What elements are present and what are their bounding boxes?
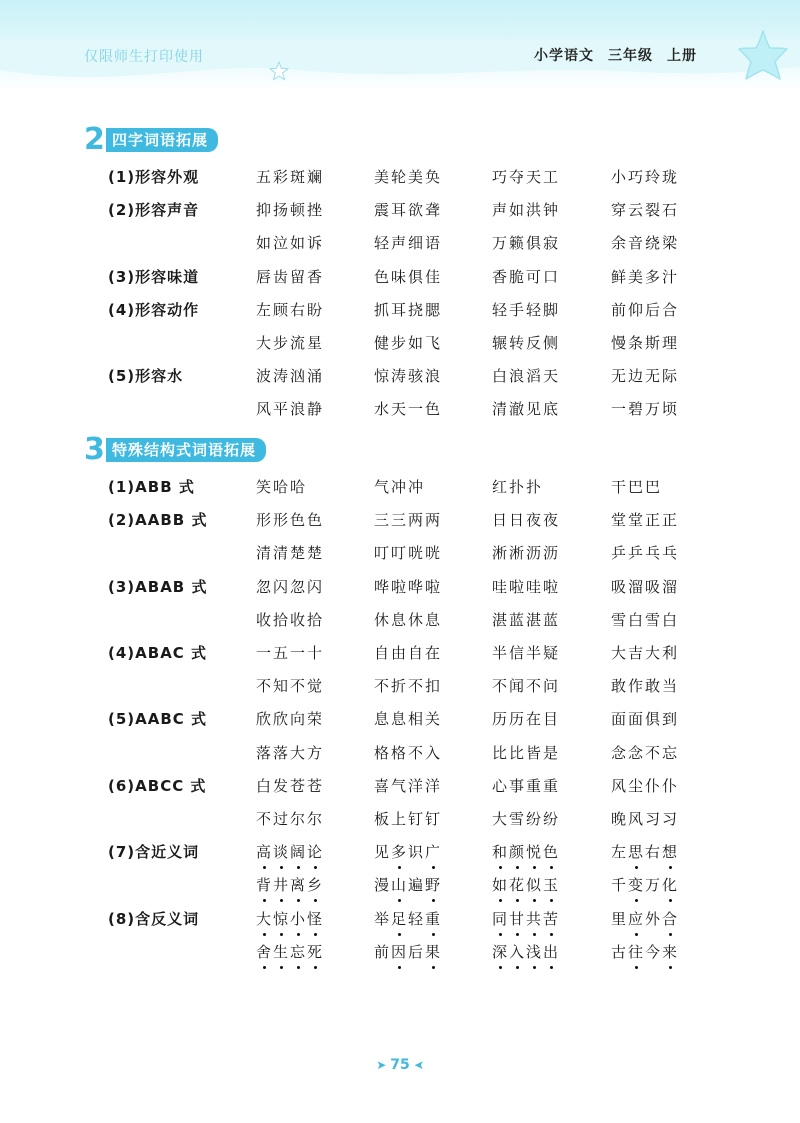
word-item: 风尘仆仆: [611, 776, 680, 795]
word-item: 巧夺天工: [492, 168, 561, 186]
category-label: (2)形容声音: [108, 201, 200, 220]
word-item: 面面俱到: [611, 710, 680, 729]
word-item: 不闻不问: [492, 677, 561, 696]
word-item: 心事重重: [492, 776, 561, 795]
word-item: 休息休息: [374, 610, 443, 629]
word-item: 五彩斑斓: [256, 168, 325, 186]
volume-label: 上册: [667, 48, 697, 64]
word-item: 笑哈哈: [256, 478, 308, 496]
word-item: 敢作敢当: [611, 677, 680, 696]
word-item: 息息相关: [374, 710, 443, 729]
word-item: 波涛汹涌: [256, 367, 325, 386]
word-item: 万籁俱寂: [492, 234, 561, 253]
word-item: 收拾收拾: [256, 610, 325, 629]
category-label: (1)ABB 式: [108, 478, 195, 496]
word-item: 美轮美奂: [374, 168, 443, 186]
word-item: 一五一十: [256, 644, 325, 662]
word-item: 震耳欲聋: [374, 201, 443, 220]
section-title: [84, 432, 266, 467]
page-number-value: 75: [390, 1057, 410, 1073]
word-item: 如花似玉: [492, 876, 561, 895]
word-item: 左顾右盼: [256, 300, 325, 319]
grade-label: 三年级: [608, 48, 653, 64]
word-item: 古往今来: [611, 942, 680, 961]
category-label: (3)形容味道: [108, 267, 200, 286]
star-icon: [736, 28, 790, 82]
category-label: (4)ABAC 式: [108, 644, 208, 662]
word-item: 背井离乡: [256, 876, 325, 895]
subject-name: 小学语文: [534, 48, 594, 64]
word-item: 三三两两: [374, 511, 443, 530]
word-item: 雪白雪白: [611, 610, 680, 629]
word-item: 忽闪忽闪: [256, 577, 325, 596]
word-item: 同甘共苦: [492, 909, 561, 928]
word-item: 香脆可口: [492, 267, 561, 286]
word-item: 白浪滔天: [492, 367, 561, 386]
word-item: 惊涛骇浪: [374, 367, 443, 386]
category-label: (7)含近义词: [108, 843, 200, 862]
word-item: 历历在目: [492, 710, 561, 729]
section-number: 2: [84, 122, 105, 157]
word-item: 余音绕梁: [611, 234, 680, 253]
word-item: 不折不扣: [374, 677, 443, 696]
word-item: 风平浪静: [256, 400, 325, 419]
page-number: [0, 1057, 800, 1073]
category-label: (6)ABCC 式: [108, 776, 207, 795]
word-item: 前仰后合: [611, 300, 680, 319]
word-item: 红扑扑: [492, 478, 544, 496]
word-item: 色味俱佳: [374, 267, 443, 286]
category-label: (4)形容动作: [108, 300, 200, 319]
word-item: 里应外合: [611, 909, 680, 928]
word-item: 抓耳挠腮: [374, 300, 443, 319]
word-item: 淅淅沥沥: [492, 544, 561, 563]
word-item: 一碧万顷: [611, 400, 680, 419]
category-label: (8)含反义词: [108, 909, 200, 928]
word-item: 湛蓝湛蓝: [492, 610, 561, 629]
word-item: 形形色色: [256, 511, 325, 530]
word-item: 慢条斯理: [611, 334, 680, 352]
word-item: 辗转反侧: [492, 334, 561, 352]
word-item: 举足轻重: [374, 909, 443, 928]
word-item: 舍生忘死: [256, 942, 325, 961]
section-label: 四字词语拓展: [106, 128, 218, 152]
word-item: 深入浅出: [492, 942, 561, 961]
word-item: 声如洪钟: [492, 201, 561, 220]
star-icon: [268, 60, 290, 82]
word-item: 无边无际: [611, 367, 680, 386]
word-item: 清清楚楚: [256, 544, 325, 563]
arrow-right-icon: ➤: [376, 1058, 387, 1072]
word-item: 叮叮咣咣: [374, 544, 443, 563]
word-item: 漫山遍野: [374, 876, 443, 895]
word-item: 欣欣向荣: [256, 710, 325, 729]
word-item: 千变万化: [611, 876, 680, 895]
word-item: 晚风习习: [611, 810, 680, 828]
section-special-structure: [84, 432, 266, 467]
category-label: (5)形容水: [108, 367, 184, 386]
arrow-left-icon: ➤: [413, 1058, 424, 1072]
word-item: 板上钉钉: [374, 810, 443, 828]
word-item: 健步如飞: [374, 334, 443, 352]
section-label: 特殊结构式词语拓展: [106, 438, 266, 462]
word-item: 见多识广: [374, 843, 443, 862]
word-item: 唇齿留香: [256, 267, 325, 286]
word-item: 半信半疑: [492, 644, 561, 662]
category-label: (3)ABAB 式: [108, 577, 208, 596]
word-item: 干巴巴: [611, 478, 663, 496]
word-item: 水天一色: [374, 400, 443, 419]
word-item: 大步流星: [256, 334, 325, 352]
watermark-text: 仅限师生打印使用: [84, 49, 204, 65]
word-item: 如泣如诉: [256, 234, 325, 253]
category-label: (5)AABC 式: [108, 710, 208, 729]
word-item: 前因后果: [374, 942, 443, 961]
word-item: 清澈见底: [492, 400, 561, 419]
word-item: 抑扬顿挫: [256, 201, 325, 220]
word-item: 大吉大利: [611, 644, 680, 662]
word-item: 大惊小怪: [256, 909, 325, 928]
word-item: 鲜美多汁: [611, 267, 680, 286]
word-item: 左思右想: [611, 843, 680, 862]
section-title: [84, 122, 218, 157]
word-item: 哗啦哗啦: [374, 577, 443, 596]
word-item: 喜气洋洋: [374, 776, 443, 795]
word-item: 比比皆是: [492, 743, 561, 762]
section-four-char-words: [84, 122, 218, 157]
subject-header: [534, 45, 697, 65]
word-item: 白发苍苍: [256, 776, 325, 795]
word-item: 自由自在: [374, 644, 443, 662]
word-item: 小巧玲珑: [611, 168, 680, 186]
word-item: 穿云裂石: [611, 201, 680, 220]
word-item: 不知不觉: [256, 677, 325, 696]
word-item: 念念不忘: [611, 743, 680, 762]
word-item: 气冲冲: [374, 478, 426, 496]
word-item: 堂堂正正: [611, 511, 680, 530]
category-label: (1)形容外观: [108, 168, 200, 186]
word-item: 乒乒乓乓: [611, 544, 680, 563]
word-item: 大雪纷纷: [492, 810, 561, 828]
word-item: 不过尔尔: [256, 810, 325, 828]
word-item: 哇啦哇啦: [492, 577, 561, 596]
word-item: 格格不入: [374, 743, 443, 762]
word-item: 落落大方: [256, 743, 325, 762]
word-item: 轻声细语: [374, 234, 443, 253]
word-item: 和颜悦色: [492, 843, 561, 862]
word-item: 日日夜夜: [492, 511, 561, 530]
word-item: 轻手轻脚: [492, 300, 561, 319]
word-item: 吸溜吸溜: [611, 577, 680, 596]
category-label: (2)AABB 式: [108, 511, 208, 530]
word-item: 高谈阔论: [256, 843, 325, 862]
section-number: 3: [84, 432, 105, 467]
